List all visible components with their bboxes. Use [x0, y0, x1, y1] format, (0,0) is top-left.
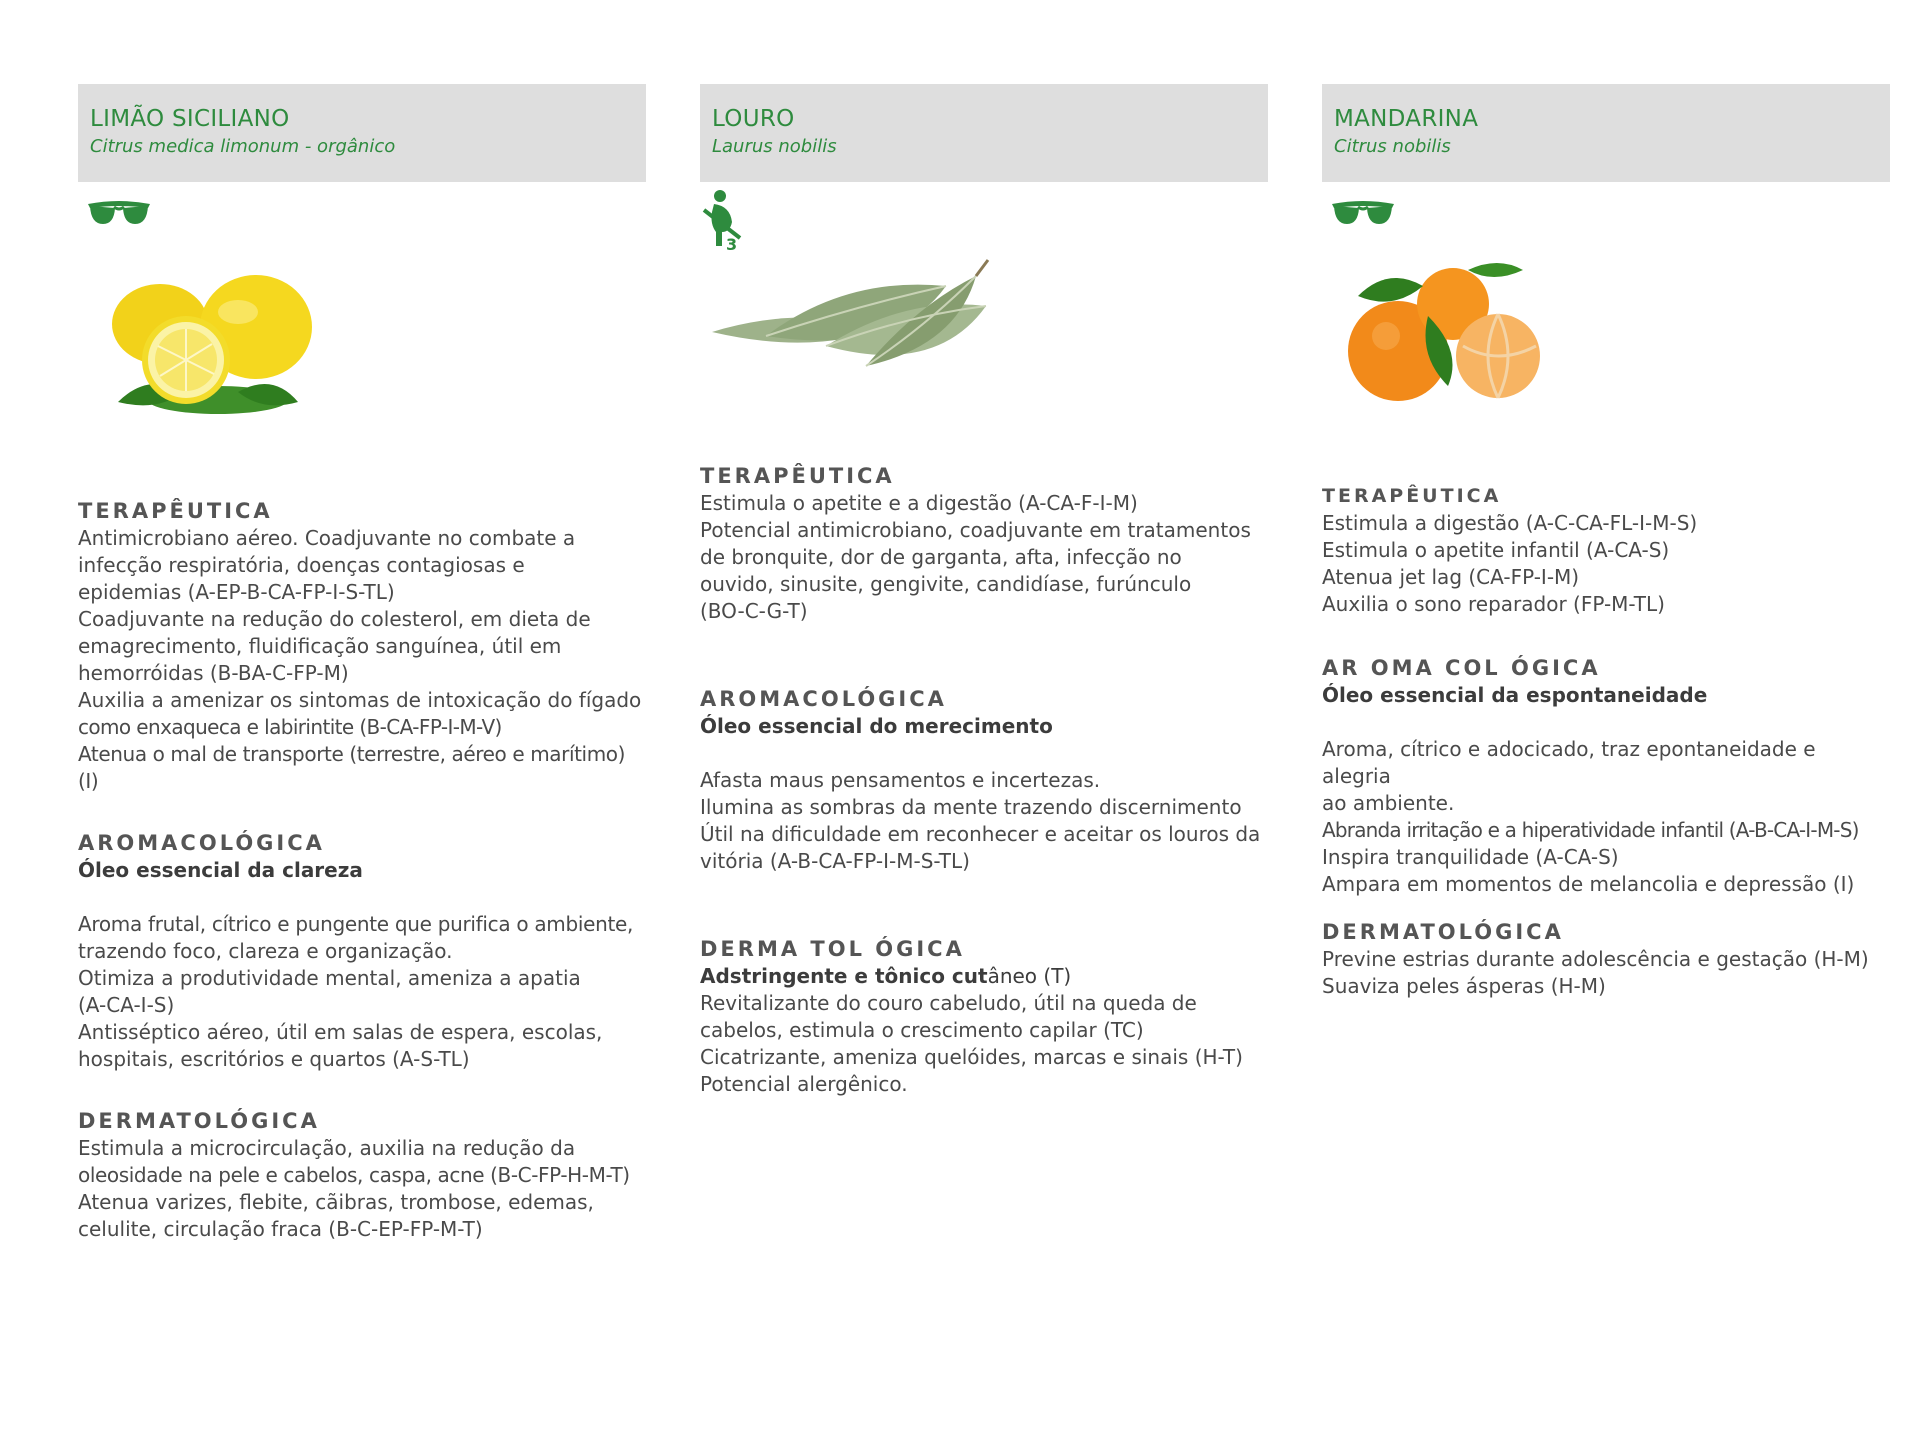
text-line: hospitais, escritórios e quartos (A-S-TL) — [78, 1047, 470, 1071]
section-subtitle — [700, 963, 1268, 990]
oil-card-limao — [78, 84, 646, 1241]
text-line: Antimicrobiano aéreo. Coadjuvante no combate a — [78, 526, 576, 550]
text-line: Estimula o apetite e a digestão (A-CA-F-I-M) — [700, 491, 1138, 515]
text-line: Otimiza a produtividade mental, ameniza a apatia — [78, 966, 581, 990]
card-header — [1322, 84, 1890, 182]
oil-name: LIMÃO SICILIANO — [90, 106, 290, 132]
text-line: Ilumina as sombras da mente trazendo discernimento — [700, 795, 1242, 819]
text-line: Atenua varizes, flebite, cãibras, trombose, edemas, — [78, 1190, 594, 1214]
text-line: Aroma, cítrico e adocicado, traz epontaneidade e alegria — [1322, 737, 1816, 788]
section-dermatologica — [78, 1107, 646, 1243]
text-line: infecção respiratória, doenças contagiosas e — [78, 553, 525, 577]
oil-scientific-name: Citrus nobilis — [1334, 136, 1451, 157]
section-title: TERAPÊUTICA — [78, 499, 273, 523]
text-line: Antisséptico aéreo, útil em salas de espera, escolas, — [78, 1020, 603, 1044]
text-line: Aroma frutal, cítrico e pungente que purifica o ambiente, — [78, 912, 634, 936]
text-line: oleosidade na pele e cabelos, caspa, acne (B-C-FP-H-M-T) — [78, 1163, 630, 1187]
tangerine-image — [1322, 252, 1890, 432]
section-terapeutica — [1322, 482, 1890, 618]
section-aromacologica — [1322, 654, 1890, 898]
lemon-image — [78, 252, 646, 432]
text-line: Revitalizante do couro cabeludo, útil na queda de — [700, 991, 1197, 1015]
text-line: Atenua jet lag (CA-FP-I-M) — [1322, 565, 1580, 589]
text-line: Cicatrizante, ameniza quelóides, marcas e sinais (H-T) — [700, 1045, 1243, 1069]
oil-card-mandarina — [1322, 84, 1890, 998]
text-line: como enxaqueca e labirintite (B-CA-FP-I-M-V) — [78, 715, 502, 739]
section-title: TERAPÊUTICA — [1322, 485, 1502, 507]
subtitle-rest: âneo (T) — [987, 964, 1072, 988]
text-line: de bronquite, dor de garganta, afta, infecção no — [700, 545, 1182, 569]
text-line: Útil na dificuldade em reconhecer e aceitar os louros da — [700, 822, 1261, 846]
oil-name: MANDARINA — [1334, 106, 1479, 132]
section-title: TERAPÊUTICA — [700, 464, 895, 488]
bay-leaf-image — [700, 252, 1268, 432]
text-line: Previne estrias durante adolescência e gestação (H-M) — [1322, 947, 1869, 971]
text-line: (A-CA-I-S) — [78, 993, 175, 1017]
section-dermatologica — [1322, 918, 1890, 1000]
oil-scientific-name: Citrus medica limonum - orgânico — [90, 136, 396, 157]
oil-name: LOURO — [712, 106, 795, 132]
section-title: DERMATOLÓGICA — [78, 1109, 320, 1133]
text-line: ouvido, sinusite, gengivite, candidíase, furúnculo — [700, 572, 1192, 596]
text-line: Suaviza peles ásperas (H-M) — [1322, 974, 1606, 998]
text-line: Coadjuvante na redução do colesterol, em dieta de — [78, 607, 591, 631]
text-line: (BO-C-G-T) — [700, 599, 808, 623]
text-line: Abranda irritação e a hiperatividade infantil (A-B-CA-I-M-S) — [1322, 818, 1859, 842]
card-header — [78, 84, 646, 182]
text-line: ao ambiente. — [1322, 791, 1455, 815]
section-title: AROMACOLÓGICA — [78, 831, 325, 855]
section-title: AROMACOLÓGICA — [700, 687, 947, 711]
text-line: vitória (A-B-CA-FP-I-M-S-TL) — [700, 849, 970, 873]
text-line: Potencial antimicrobiano, coadjuvante em tratamentos — [700, 518, 1251, 542]
section-title: DERMATOLÓGICA — [1322, 920, 1564, 944]
text-line: Potencial alergênico. — [700, 1072, 908, 1096]
sunglasses-icon — [1330, 198, 1396, 228]
section-title: DERMA TOL ÓGICA — [700, 937, 965, 961]
section-subtitle: Óleo essencial da clareza — [78, 858, 363, 882]
oil-card-louro — [700, 84, 1268, 1096]
section-terapeutica — [700, 462, 1268, 625]
text-line: Estimula a digestão (A-C-CA-FL-I-M-S) — [1322, 511, 1698, 535]
section-aromacologica — [78, 829, 646, 1073]
text-line: epidemias (A-EP-B-CA-FP-I-S-TL) — [78, 580, 395, 604]
text-line: Atenua o mal de transporte (terrestre, aéreo e marítimo) (I) — [78, 742, 626, 793]
card-header — [700, 84, 1268, 182]
text-line: emagrecimento, fluidificação sanguínea, útil em — [78, 634, 562, 658]
text-line: Auxilia o sono reparador (FP-M-TL) — [1322, 592, 1665, 616]
text-line: Ampara em momentos de melancolia e depressão (I) — [1322, 872, 1855, 896]
text-line: celulite, circulação fraca (B-C-EP-FP-M-T) — [78, 1217, 483, 1241]
section-dermatologica — [700, 935, 1268, 1098]
text-line: trazendo foco, clareza e organização. — [78, 939, 453, 963]
oil-scientific-name: Laurus nobilis — [712, 136, 837, 157]
text-line: Inspira tranquilidade (A-CA-S) — [1322, 845, 1619, 869]
text-line: hemorróidas (B-BA-C-FP-M) — [78, 661, 349, 685]
text-line: Estimula a microcirculação, auxilia na redução da — [78, 1136, 576, 1160]
text-line: Auxilia a amenizar os sintomas de intoxicação do fígado — [78, 688, 642, 712]
section-subtitle: Óleo essencial do merecimento — [700, 714, 1053, 738]
sunglasses-icon — [86, 198, 152, 228]
section-terapeutica — [78, 497, 646, 795]
text-line: cabelos, estimula o crescimento capilar (TC) — [700, 1018, 1144, 1042]
subtitle-bold: Adstringente e tônico cut — [700, 964, 988, 988]
section-title: AR OMA COL ÓGICA — [1322, 656, 1601, 680]
pregnancy-warning-icon — [700, 188, 746, 252]
text-line: Afasta maus pensamentos e incertezas. — [700, 768, 1101, 792]
section-aromacologica — [700, 685, 1268, 875]
text-line: Estimula o apetite infantil (A-CA-S) — [1322, 538, 1670, 562]
section-subtitle: Óleo essencial da espontaneidade — [1322, 683, 1708, 707]
svg-text:3: 3 — [726, 235, 738, 252]
